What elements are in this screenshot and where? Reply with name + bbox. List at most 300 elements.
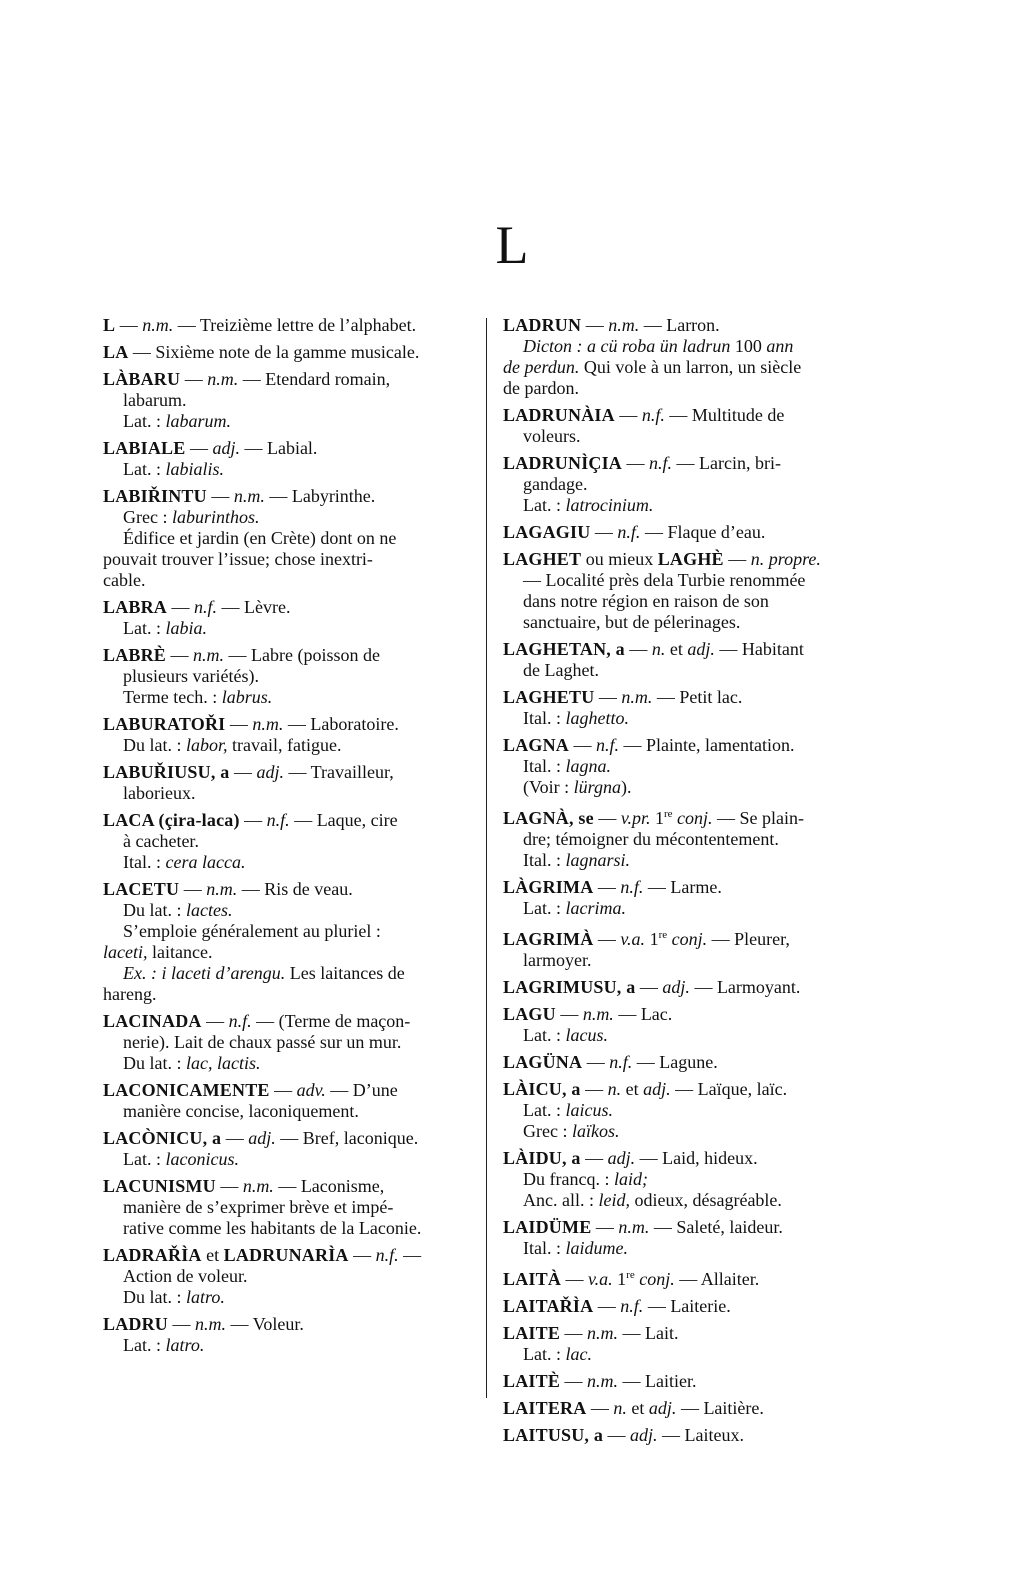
dictionary-entry — [503, 1217, 876, 1259]
text-run: plusieurs variétés). — [123, 666, 259, 686]
text-run: Les laitances de — [285, 963, 405, 983]
text-run: Ital. : — [523, 1238, 566, 1258]
text-run: — Lèvre. — [217, 597, 291, 617]
right-column — [503, 315, 876, 1452]
text-run: — — [167, 597, 195, 617]
entry-headline — [503, 1425, 876, 1446]
entry-line — [103, 549, 476, 570]
headword: LAGHÈ — [657, 549, 724, 569]
dictionary-entry — [103, 1176, 476, 1239]
italic-text: adj. — [662, 977, 690, 997]
text-run: — — [603, 1425, 631, 1445]
italic-text: n.f. — [620, 1296, 644, 1316]
text-run: Lat. : — [523, 495, 566, 515]
text-run: de pardon. — [503, 378, 579, 398]
entry-line — [503, 1344, 876, 1365]
headword: LAGHETU — [503, 687, 595, 707]
entry-headline — [503, 735, 876, 756]
headword: LADRUNARÌA — [223, 1245, 349, 1265]
column-divider — [486, 318, 487, 1398]
italic-text: v.a. — [620, 929, 646, 949]
headword: LACETU — [103, 879, 180, 899]
text-run: — Petit lac. — [652, 687, 743, 707]
entry-line — [503, 660, 876, 681]
headword: LADRUNÀIA — [503, 405, 615, 425]
text-run: — — [206, 486, 234, 506]
entry-line — [103, 1149, 476, 1170]
dictionary-entry — [103, 1080, 476, 1122]
headword: LÀBARU — [103, 369, 181, 389]
text-run: — — [225, 714, 253, 734]
italic-text: n.m. — [207, 369, 239, 389]
dictionary-entry — [503, 925, 876, 971]
entry-headline — [503, 1398, 876, 1419]
entry-headline — [103, 1314, 476, 1335]
dictionary-entry — [103, 810, 476, 873]
text-run: Qui vole à un larron, un siècle — [579, 357, 802, 377]
text-run: — D’une — [325, 1080, 398, 1100]
entry-line — [103, 1266, 476, 1287]
text-run: Grec : — [123, 507, 172, 527]
italic-text: ann — [766, 336, 794, 356]
entry-headline — [103, 879, 476, 900]
headword: LABIALE — [103, 438, 186, 458]
italic-text: n. — [607, 1079, 622, 1099]
italic-text: n.f. — [641, 405, 665, 425]
entry-headline — [103, 1176, 476, 1197]
text-run: — — [635, 977, 663, 997]
text-run: de Laghet. — [523, 660, 599, 680]
entry-line — [503, 950, 876, 971]
headword: LAGNÀ, se — [503, 808, 594, 828]
entry-headline — [103, 1128, 476, 1149]
entry-line — [503, 591, 876, 612]
dictionary-entry — [103, 1011, 476, 1074]
text-run: — — [723, 549, 751, 569]
text-run: manière concise, laconiquement. — [123, 1101, 359, 1121]
dictionary-entry — [503, 687, 876, 729]
text-run: ). — [621, 777, 632, 797]
italic-text: lac. — [565, 1344, 592, 1364]
dictionary-entry — [503, 804, 876, 871]
headword: LABIŘINTU — [103, 486, 207, 506]
italic-text: n.m. — [621, 687, 653, 707]
text-run: — — [555, 1004, 583, 1024]
entry-line — [103, 735, 476, 756]
text-run: — — [591, 1217, 619, 1237]
dictionary-entry — [503, 639, 876, 681]
headword: LADRUN — [503, 315, 582, 335]
text-run: Ital. : — [523, 708, 566, 728]
italic-text: latrocinium. — [565, 495, 654, 515]
entry-line — [503, 474, 876, 495]
text-run: — Laque, cire — [289, 810, 398, 830]
italic-text: lürgna — [573, 777, 622, 797]
entry-headline — [103, 486, 476, 507]
text-run: — Etendard romain, — [238, 369, 391, 389]
left-column — [103, 315, 476, 1362]
entry-line — [103, 687, 476, 708]
dictionary-entry — [503, 735, 876, 798]
dictionary-entry — [503, 1265, 876, 1290]
entry-line — [103, 942, 476, 963]
italic-text: adj. — [687, 639, 715, 659]
entry-headline — [103, 597, 476, 618]
dictionary-entry — [503, 1296, 876, 1317]
entry-headline — [103, 810, 476, 831]
text-run: cable. — [103, 570, 146, 590]
italic-text: n.f. — [194, 597, 218, 617]
italic-text: n.f. — [228, 1011, 252, 1031]
text-run: à cacheter. — [123, 831, 199, 851]
text-run: — — [622, 453, 650, 473]
text-run: — Travailleur, — [283, 762, 394, 782]
entry-line — [103, 570, 476, 591]
entry-headline — [503, 687, 876, 708]
dictionary-entry — [103, 438, 476, 480]
italic-text: laïkos. — [571, 1121, 620, 1141]
headword: LACÒNICU, a — [103, 1128, 222, 1148]
italic-text: laghetto. — [565, 708, 629, 728]
dictionary-entry — [103, 879, 476, 1005]
text-run: — Lagune. — [632, 1052, 718, 1072]
entry-line — [103, 1197, 476, 1218]
text-run: — Labre (poisson de — [224, 645, 380, 665]
headword: LAIDÜME — [503, 1217, 592, 1237]
text-run: — — [594, 687, 622, 707]
entry-line — [503, 850, 876, 871]
italic-text: n. — [651, 639, 666, 659]
text-run: Lat. : — [523, 898, 566, 918]
italic-text: v.pr. — [620, 808, 651, 828]
text-run: hareng. — [103, 984, 157, 1004]
text-run: — Multitude de — [664, 405, 785, 425]
entry-line — [503, 1169, 876, 1190]
italic-text: n.m. — [587, 1323, 619, 1343]
dictionary-entry — [503, 1323, 876, 1365]
headword: LAGHET — [503, 549, 582, 569]
entry-headline — [503, 405, 876, 426]
text-run: — Laconisme, — [273, 1176, 385, 1196]
text-run: — Ris de veau. — [237, 879, 353, 899]
text-run: — Lait. — [618, 1323, 679, 1343]
text-run: — — [180, 369, 208, 389]
text-run: — — [590, 522, 618, 542]
text-run: — Larcin, bri- — [672, 453, 781, 473]
text-run: — Bref, laconique. — [275, 1128, 419, 1148]
text-run: sanctuaire, but de pélerinages. — [523, 612, 741, 632]
headword: LAGHETAN, a — [503, 639, 625, 659]
entry-headline — [503, 1052, 876, 1073]
text-run: larmoyer. — [523, 950, 592, 970]
dictionary-entry — [503, 453, 876, 516]
dictionary-entry — [103, 645, 476, 708]
text-run: — Saleté, laideur. — [649, 1217, 783, 1237]
entry-line — [503, 357, 876, 378]
entry-headline — [103, 1245, 476, 1266]
text-run: (Voir : — [523, 777, 574, 797]
text-run: manière de s’exprimer brève et impé- — [123, 1197, 394, 1217]
text-run: — Allaiter. — [674, 1269, 760, 1289]
italic-text: labrus. — [221, 687, 273, 707]
headword: LABUŘIUSU, a — [103, 762, 230, 782]
text-run: — Laitière. — [676, 1398, 764, 1418]
entry-headline — [503, 639, 876, 660]
text-run: laitance. — [147, 942, 213, 962]
headword: L — [103, 315, 116, 335]
headword: LABRA — [103, 597, 168, 617]
text-run: — — [581, 315, 609, 335]
entry-headline — [103, 714, 476, 735]
text-run: — — [179, 879, 207, 899]
entry-headline — [503, 1217, 876, 1238]
text-run: — — [115, 315, 143, 335]
text-run: — Flaque d’eau. — [640, 522, 766, 542]
headword: LAGAGIU — [503, 522, 591, 542]
italic-text: cera lacca. — [165, 852, 246, 872]
italic-text: v.a. — [588, 1269, 613, 1289]
italic-text: labialis. — [165, 459, 225, 479]
text-run: — Sixième note de la gamme musicale. — [128, 342, 420, 362]
entry-line — [503, 570, 876, 591]
italic-text: lagnarsi. — [565, 850, 631, 870]
headword: LAITÈ — [503, 1371, 561, 1391]
text-run: 1re — [650, 808, 673, 828]
headword: LÀGRIMA — [503, 877, 594, 897]
dictionary-entry — [103, 315, 476, 336]
text-run: Édifice et jardin (en Crète) dont on ne — [123, 528, 397, 548]
italic-text: laconicus. — [165, 1149, 239, 1169]
headword: LAITE — [503, 1323, 561, 1343]
text-run: — — [593, 929, 621, 949]
text-run: gandage. — [523, 474, 588, 494]
entry-line — [503, 426, 876, 447]
dictionary-entry — [503, 1052, 876, 1073]
text-run: — — [580, 1148, 608, 1168]
headword: LAITAŘÌA — [503, 1296, 594, 1316]
text-run: laborieux. — [123, 783, 196, 803]
text-run: — Laïque, laïc. — [670, 1079, 788, 1099]
headword: LACONICAMENTE — [103, 1080, 270, 1100]
text-run: — — [593, 1296, 621, 1316]
italic-text: n.m. — [587, 1371, 619, 1391]
page-letter-heading: L — [495, 215, 529, 275]
text-run: S’emploie généralement au pluriel : — [123, 921, 381, 941]
italic-text: labor, — [186, 735, 228, 755]
entry-line — [503, 495, 876, 516]
dictionary-entry — [503, 877, 876, 919]
headword: LADRAŘÌA — [103, 1245, 202, 1265]
entry-line — [503, 898, 876, 919]
dictionary-entry — [103, 597, 476, 639]
entry-headline — [503, 977, 876, 998]
italic-text: n.m. — [193, 645, 225, 665]
italic-text: adj. — [607, 1148, 636, 1168]
dictionary-entry — [503, 1425, 876, 1446]
headword: LACA (çira-laca) — [103, 810, 240, 830]
italic-text: labia. — [165, 618, 208, 638]
text-run: odieux, désagréable. — [629, 1190, 782, 1210]
text-run: — Laboratoire. — [283, 714, 399, 734]
entry-line — [103, 831, 476, 852]
italic-text: adj. — [648, 1398, 677, 1418]
entry-line — [503, 777, 876, 798]
headword: LAGU — [503, 1004, 556, 1024]
italic-text: n.f. — [596, 735, 620, 755]
headword: LABURATOŘI — [103, 714, 226, 734]
italic-text: n.m. — [233, 486, 265, 506]
text-run: Lat. : — [523, 1100, 566, 1120]
text-run: — — [580, 1079, 608, 1099]
text-run: dre; témoigner du mécontentement. — [523, 829, 779, 849]
entry-headline — [503, 1371, 876, 1392]
entry-headline — [503, 1323, 876, 1344]
entry-line — [503, 1238, 876, 1259]
headword: LAGÜNA — [503, 1052, 583, 1072]
entry-headline — [503, 1148, 876, 1169]
entry-headline — [103, 369, 476, 390]
italic-text: n.m. — [206, 879, 238, 899]
text-run: — — [560, 1371, 588, 1391]
entry-line — [103, 963, 476, 984]
text-run: — — [201, 1011, 229, 1031]
dictionary-entry — [103, 1245, 476, 1308]
entry-headline — [503, 804, 876, 829]
text-run: Du lat. : — [123, 900, 186, 920]
italic-text: lac, lactis. — [186, 1053, 261, 1073]
entry-line — [103, 411, 476, 432]
entry-headline — [503, 453, 876, 474]
entry-line — [103, 528, 476, 549]
entry-line — [103, 1335, 476, 1356]
text-run: — Localité près dela Turbie renommée — [523, 570, 806, 590]
entry-line — [103, 1053, 476, 1074]
entry-headline — [103, 315, 476, 336]
text-run: et — [626, 1398, 649, 1418]
entry-line — [503, 612, 876, 633]
text-run: Lat. : — [123, 411, 166, 431]
dictionary-entry — [503, 1371, 876, 1392]
italic-text: Dicton : a cü roba ün ladrun — [523, 336, 731, 356]
entry-line — [503, 756, 876, 777]
text-run: Lat. : — [123, 618, 166, 638]
text-run: voleurs. — [523, 426, 581, 446]
text-run: — (Terme de maçon- — [251, 1011, 411, 1031]
text-run: — — [239, 810, 267, 830]
entry-line — [103, 1101, 476, 1122]
text-run: labarum. — [123, 390, 187, 410]
text-run: — Laiterie. — [643, 1296, 731, 1316]
entry-line — [103, 1287, 476, 1308]
text-run: — — [221, 1128, 249, 1148]
text-run: — Larron. — [639, 315, 720, 335]
entry-line — [103, 1032, 476, 1053]
dictionary-entry — [103, 369, 476, 432]
headword: LADRUNÌÇIA — [503, 453, 623, 473]
italic-text: adj. — [630, 1425, 658, 1445]
entry-headline — [103, 645, 476, 666]
italic-text: conj. — [671, 929, 708, 949]
entry-headline — [103, 342, 476, 363]
headword: LACUNISMU — [103, 1176, 216, 1196]
text-run: Terme tech. : — [123, 687, 222, 707]
entry-line — [503, 1100, 876, 1121]
italic-text: leid, — [598, 1190, 630, 1210]
entry-line — [103, 666, 476, 687]
italic-text: laburinthos. — [171, 507, 260, 527]
text-run: — Pleurer, — [707, 929, 790, 949]
text-run: Anc. all. : — [523, 1190, 599, 1210]
text-run: — Labial. — [239, 438, 318, 458]
text-run: Ital. : — [523, 850, 566, 870]
dictionary-entry — [103, 342, 476, 363]
headword: LAITUSU, a — [503, 1425, 604, 1445]
dictionary-entry — [503, 405, 876, 447]
italic-text: laidume. — [565, 1238, 628, 1258]
entry-line — [503, 1025, 876, 1046]
text-run: — — [561, 1269, 589, 1289]
headword: LAITERA — [503, 1398, 587, 1418]
italic-text: n.m. — [582, 1004, 614, 1024]
entry-headline — [503, 877, 876, 898]
headword: LÀICU, a — [503, 1079, 581, 1099]
italic-text: laicus. — [565, 1100, 613, 1120]
entry-line — [103, 852, 476, 873]
italic-text: latro. — [186, 1287, 225, 1307]
entry-headline — [503, 1004, 876, 1025]
text-run: — — [398, 1245, 422, 1265]
text-run: 100 — [730, 336, 767, 356]
dictionary-entry — [503, 1079, 876, 1142]
dictionary-entry — [103, 1128, 476, 1170]
text-run: Lat. : — [523, 1025, 566, 1045]
text-run: — Voleur. — [226, 1314, 304, 1334]
italic-text: n.f. — [617, 522, 641, 542]
italic-text: lacrima. — [565, 898, 626, 918]
entry-line — [103, 390, 476, 411]
text-run: — Habitant — [714, 639, 804, 659]
italic-text: n.f. — [620, 877, 644, 897]
text-run: travail, fatigue. — [227, 735, 342, 755]
text-run: — — [166, 645, 194, 665]
text-run: — Laiteux. — [657, 1425, 745, 1445]
entry-headline — [103, 1011, 476, 1032]
entry-headline — [103, 438, 476, 459]
text-run: — — [586, 1398, 614, 1418]
entry-headline — [503, 522, 876, 543]
text-run: Lat. : — [523, 1344, 566, 1364]
dictionary-entry — [503, 1004, 876, 1046]
entry-headline — [103, 1080, 476, 1101]
text-run: — — [269, 1080, 297, 1100]
italic-text: n.m. — [618, 1217, 650, 1237]
text-run: Du lat. : — [123, 735, 186, 755]
text-run: Lat. : — [123, 1149, 166, 1169]
entry-headline — [503, 925, 876, 950]
text-run: Action de voleur. — [123, 1266, 248, 1286]
text-run: — Laid, hideux. — [635, 1148, 758, 1168]
italic-text: n. — [613, 1398, 627, 1418]
text-run: — — [569, 735, 597, 755]
entry-headline — [503, 1079, 876, 1100]
italic-text: adv. — [296, 1080, 326, 1100]
dictionary-entry — [503, 549, 876, 633]
headword: LAGRIMÀ — [503, 929, 594, 949]
italic-text: adj. — [248, 1128, 276, 1148]
text-run: — — [624, 639, 652, 659]
dictionary-entry — [503, 1398, 876, 1419]
text-run: — — [614, 405, 642, 425]
